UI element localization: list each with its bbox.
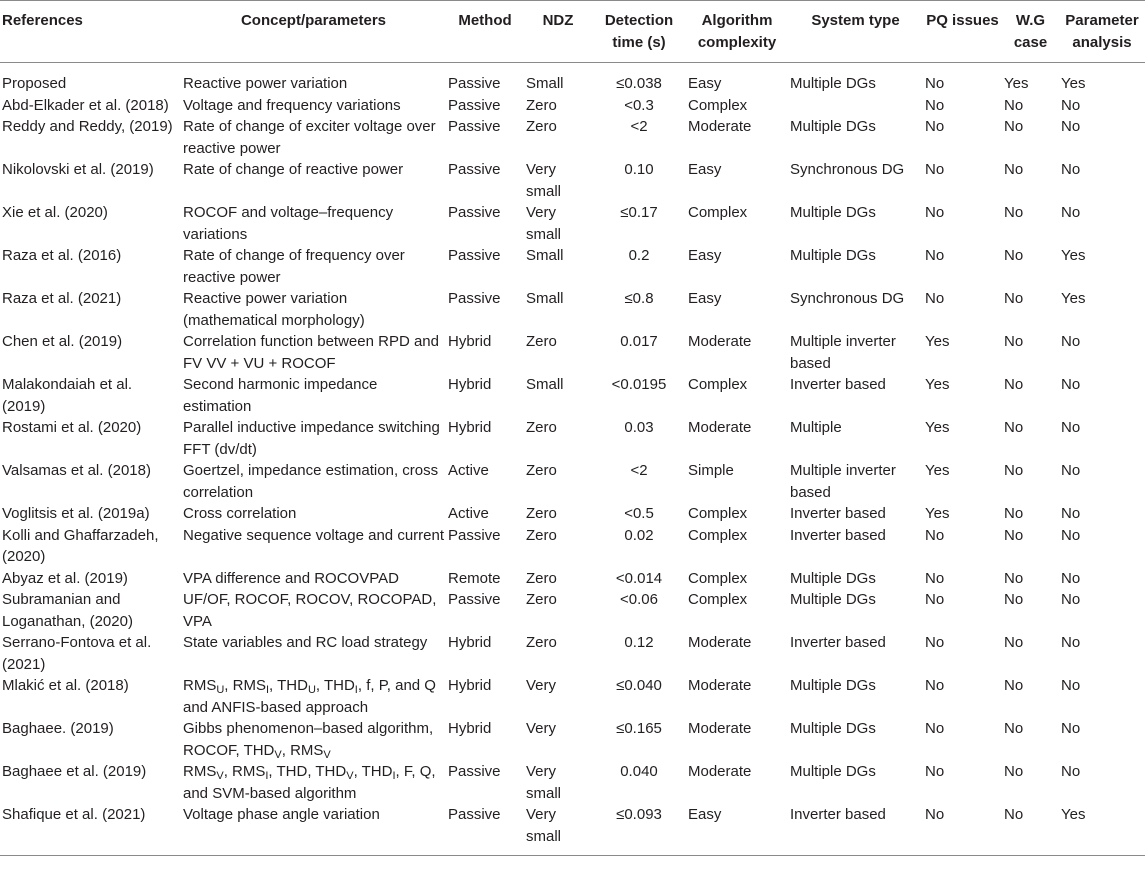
header-row [0, 1, 1145, 63]
cell-parameter-analysis: No [1061, 376, 1081, 393]
cell-pq-issues: No [925, 290, 945, 307]
cell-concept: $RMS_U$, $RMS_I$, $THD_U$, $THD_I$, f, P, and Q and ANFIS-based approach [183, 677, 436, 716]
cell-algorithm-complexity: Easy [688, 247, 722, 264]
cell-wg-case: No [1004, 376, 1024, 393]
cell-concept: Rate of change of reactive power [183, 161, 404, 178]
cell-pq-issues: Yes [925, 505, 950, 522]
cell-method: Passive [448, 118, 501, 135]
cell-pq-issues: No [923, 804, 1002, 856]
cell-parameter-analysis: No [1061, 763, 1081, 780]
cell-algorithm-complexity: Complex [688, 569, 748, 587]
cell-reference: Proposed [2, 75, 67, 92]
cell-detection-time: 0.040 [620, 763, 658, 780]
cell-detection-time: <0.5 [624, 505, 654, 522]
cell-method: Passive [446, 804, 524, 856]
table-row [0, 525, 1145, 568]
subscript-text: V [346, 770, 354, 782]
cell-method: Passive [448, 526, 501, 544]
cell-reference: Malakondaiah et al. (2019) [2, 376, 133, 415]
cell-concept: State variables and RC load strategy [183, 634, 428, 651]
table-row [0, 159, 1145, 202]
cell-algorithm-complexity: Easy [688, 161, 722, 178]
table-row [0, 460, 1145, 503]
header-detection-time: Detection time (s) [592, 1, 686, 63]
cell-detection-time: <0.014 [615, 569, 663, 587]
table-row [0, 116, 1145, 159]
cell-algorithm-complexity: Complex [688, 96, 748, 114]
cell-method: Hybrid [448, 634, 492, 651]
cell-ndz: Zero [526, 96, 557, 114]
cell-system-type [788, 95, 923, 117]
cell-method: Hybrid [448, 376, 492, 393]
cell-algorithm-complexity: Complex [688, 505, 748, 522]
cell-pq-issues: No [925, 677, 945, 694]
cell-concept: Cross correlation [183, 505, 297, 522]
cell-system-type: Multiple DGs [790, 569, 876, 587]
cell-parameter-analysis: No [1061, 333, 1081, 350]
header-references: References [0, 1, 181, 63]
subscript-text: V [323, 748, 331, 761]
cell-detection-time: ≤0.17 [620, 204, 658, 221]
cell-reference: Raza et al. (2016) [2, 247, 122, 264]
table-row [0, 417, 1145, 460]
cell-concept: $RMS_V$, $RMS_I$, THD, $THD_V$, $THD_I$, F, Q, and SVM-based algorithm [183, 763, 436, 802]
cell-wg-case: No [1004, 96, 1024, 114]
cell-method: Remote [448, 569, 501, 587]
cell-method: Passive [448, 161, 501, 178]
cell-wg-case: No [1004, 290, 1024, 307]
cell-algorithm-complexity: Complex [688, 526, 748, 544]
table-row [0, 202, 1145, 245]
cell-wg-case: No [1004, 720, 1024, 737]
cell-reference: Shafique et al. (2021) [0, 804, 181, 856]
cell-concept: VPA difference and ROCOVPAD [183, 569, 399, 587]
cell-system-type: Synchronous DG [790, 290, 905, 307]
cell-concept: Negative sequence voltage and current [183, 526, 445, 544]
cell-detection-time: <0.0195 [611, 376, 667, 393]
cell-concept: Voltage and frequency variations [183, 96, 401, 114]
cell-system-type: Multiple DGs [790, 591, 876, 608]
cell-concept: Reactive power variation [183, 75, 348, 92]
cell-concept: Rate of change of exciter voltage over reactive power [183, 118, 436, 157]
cell-method: Passive [448, 96, 501, 114]
table-row [0, 95, 1145, 117]
subscript-text: U [216, 684, 225, 696]
cell-detection-time: 0.03 [624, 419, 654, 436]
cell-reference: Mlakić et al. (2018) [2, 677, 129, 694]
cell-reference: Abd-Elkader et al. (2018) [2, 96, 169, 114]
table-row [0, 331, 1145, 374]
cell-reference: Reddy and Reddy, (2019) [2, 118, 173, 135]
cell-ndz: Zero [526, 419, 557, 436]
cell-wg-case: No [1004, 247, 1024, 264]
cell-system-type: Inverter based [790, 526, 886, 544]
cell-parameter-analysis: No [1061, 677, 1081, 694]
cell-system-type: Multiple inverter based [790, 333, 896, 372]
cell-system-type: Multiple DGs [790, 118, 876, 135]
cell-detection-time: ≤0.040 [616, 677, 662, 694]
cell-reference: Valsamas et al. (2018) [2, 462, 151, 479]
subscript-text: I [354, 684, 358, 696]
cell-system-type: Synchronous DG [790, 161, 905, 178]
cell-system-type: Multiple [790, 419, 842, 436]
cell-concept: Reactive power variation (mathematical morphology) [183, 290, 365, 329]
cell-parameter-analysis: No [1061, 161, 1081, 178]
table-row [0, 804, 1145, 856]
cell-system-type: Multiple inverter based [790, 462, 896, 501]
cell-system-type: Multiple DGs [790, 677, 876, 694]
cell-pq-issues: No [925, 720, 945, 737]
table-row [0, 288, 1145, 331]
cell-concept: Correlation function between RPD and FV VV + VU + ROCOF [183, 333, 439, 372]
cell-pq-issues: No [925, 634, 945, 651]
cell-wg-case: No [1004, 763, 1024, 780]
cell-wg-case: No [1004, 526, 1024, 544]
cell-concept: Gibbs phenomenon–based algorithm, ROCOF, $THD_V$, $RMS_V$ [183, 720, 434, 761]
cell-pq-issues: No [925, 763, 945, 780]
cell-parameter-analysis: No [1061, 204, 1081, 221]
cell-wg-case: No [1004, 677, 1024, 694]
cell-algorithm-complexity: Complex [688, 591, 748, 608]
cell-reference: Abyaz et al. (2019) [2, 569, 128, 587]
table-row [0, 675, 1145, 718]
cell-wg-case: Yes [1004, 75, 1029, 92]
cell-reference: Chen et al. (2019) [2, 333, 123, 350]
cell-parameter-analysis: No [1061, 505, 1081, 522]
cell-wg-case: No [1004, 569, 1024, 587]
cell-algorithm-complexity: Moderate [688, 677, 752, 694]
cell-wg-case: No [1004, 462, 1024, 479]
header-parameter-analysis: Parameter analysis [1059, 1, 1145, 63]
cell-reference: Xie et al. (2020) [2, 204, 108, 221]
cell-pq-issues: No [925, 526, 945, 544]
subscript-text: V [274, 748, 282, 761]
cell-ndz: Zero [526, 333, 557, 350]
cell-detection-time: 0.2 [628, 247, 650, 264]
cell-pq-issues: No [925, 118, 945, 135]
cell-wg-case: No [1004, 419, 1024, 436]
cell-method: Hybrid [448, 677, 492, 694]
subscript-text: I [392, 770, 396, 782]
cell-detection-time: 0.10 [624, 161, 654, 178]
cell-detection-time: <0.06 [620, 591, 658, 608]
cell-method: Hybrid [448, 419, 492, 436]
cell-system-type: Multiple DGs [790, 763, 876, 780]
cell-parameter-analysis: No [1061, 526, 1081, 544]
cell-pq-issues: No [925, 96, 945, 114]
cell-detection-time: <0.3 [624, 96, 654, 114]
table-row [0, 761, 1145, 804]
cell-pq-issues: Yes [925, 333, 950, 350]
cell-detection-time: 0.017 [620, 333, 658, 350]
cell-system-type: Inverter based [788, 804, 923, 856]
table-row [0, 63, 1145, 95]
cell-ndz: Small [526, 75, 564, 92]
cell-concept: Voltage phase angle variation [181, 804, 446, 856]
cell-reference: Raza et al. (2021) [2, 290, 122, 307]
cell-algorithm-complexity: Moderate [688, 763, 752, 780]
cell-pq-issues: Yes [925, 419, 950, 436]
subscript-text: I [265, 770, 269, 782]
table-row [0, 568, 1145, 590]
table-row [0, 374, 1145, 417]
cell-reference: Kolli and Ghaffarzadeh, (2020) [2, 526, 159, 565]
cell-system-type: Inverter based [790, 376, 886, 393]
table-row [0, 245, 1145, 288]
cell-algorithm-complexity: Moderate [688, 333, 752, 350]
cell-wg-case: No [1002, 804, 1059, 856]
cell-method: Passive [448, 204, 501, 221]
cell-parameter-analysis: No [1061, 591, 1081, 608]
cell-ndz: Zero [526, 462, 557, 479]
cell-detection-time: ≤0.165 [616, 720, 662, 737]
cell-reference: Nikolovski et al. (2019) [2, 161, 154, 178]
subscript-text: V [216, 770, 224, 782]
cell-concept: Second harmonic impedance estimation [183, 376, 378, 415]
table-row [0, 718, 1145, 761]
cell-method: Passive [448, 247, 501, 264]
cell-system-type: Multiple DGs [790, 75, 876, 92]
cell-system-type: Inverter based [790, 505, 886, 522]
cell-parameter-analysis: Yes [1059, 804, 1145, 856]
cell-reference: Serrano-Fontova et al. (2021) [2, 634, 152, 673]
cell-reference: Subramanian and Loganathan, (2020) [2, 591, 133, 630]
cell-ndz: Zero [526, 591, 557, 608]
cell-pq-issues: Yes [925, 376, 950, 393]
cell-algorithm-complexity: Easy [688, 290, 722, 307]
cell-method: Passive [448, 290, 501, 307]
cell-ndz: Very [526, 720, 557, 737]
cell-parameter-analysis: No [1061, 96, 1081, 114]
cell-ndz: Very [526, 677, 557, 694]
cell-method: Hybrid [448, 720, 492, 737]
table-row [0, 589, 1145, 632]
cell-algorithm-complexity: Moderate [688, 118, 752, 135]
cell-wg-case: No [1004, 505, 1024, 522]
cell-wg-case: No [1004, 333, 1024, 350]
cell-method: Active [448, 462, 489, 479]
cell-ndz: Very small [526, 763, 562, 802]
cell-wg-case: No [1004, 204, 1024, 221]
cell-parameter-analysis: No [1061, 720, 1081, 737]
cell-algorithm-complexity: Moderate [688, 634, 752, 651]
cell-detection-time: ≤0.093 [592, 804, 686, 856]
cell-parameter-analysis: Yes [1061, 290, 1086, 307]
cell-concept: Parallel inductive impedance switching FFT (dv/dt) [183, 419, 440, 458]
cell-algorithm-complexity: Easy [688, 75, 722, 92]
cell-parameter-analysis: No [1061, 569, 1081, 587]
cell-wg-case: No [1004, 634, 1024, 651]
cell-method: Hybrid [448, 333, 492, 350]
header-ndz: NDZ [524, 1, 592, 63]
cell-reference: Rostami et al. (2020) [2, 419, 142, 436]
cell-algorithm-complexity: Moderate [688, 419, 752, 436]
cell-concept: ROCOF and voltage–frequency variations [183, 204, 394, 243]
cell-concept: Goertzel, impedance estimation, cross correlation [183, 462, 439, 501]
cell-pq-issues: No [925, 247, 945, 264]
cell-algorithm-complexity: Complex [688, 376, 748, 393]
header-algorithm-complexity: Algorithm complexity [686, 1, 788, 63]
cell-ndz: Zero [526, 118, 557, 135]
cell-detection-time: <2 [630, 462, 648, 479]
table-row [0, 632, 1145, 675]
table-body [0, 63, 1145, 856]
cell-pq-issues: No [925, 204, 945, 221]
cell-parameter-analysis: Yes [1061, 75, 1086, 92]
cell-ndz: Very small [524, 804, 592, 856]
cell-detection-time: <2 [630, 118, 648, 135]
cell-reference: Baghaee. (2019) [2, 720, 114, 737]
cell-pq-issues: No [925, 161, 945, 178]
cell-system-type: Multiple DGs [790, 204, 876, 221]
cell-ndz: Zero [526, 569, 557, 587]
cell-pq-issues: No [925, 75, 945, 92]
cell-ndz: Very small [526, 161, 562, 200]
cell-wg-case: No [1004, 591, 1024, 608]
header-method: Method [446, 1, 524, 63]
subscript-text: U [307, 684, 316, 696]
cell-method: Active [448, 505, 489, 522]
cell-parameter-analysis: No [1061, 462, 1081, 479]
cell-detection-time: 0.02 [624, 526, 654, 544]
cell-ndz: Zero [526, 634, 557, 651]
cell-algorithm-complexity: Easy [686, 804, 788, 856]
cell-reference: Baghaee et al. (2019) [2, 763, 147, 780]
header-pq-issues: PQ issues [923, 1, 1002, 63]
cell-concept: UF/OF, ROCOF, ROCOV, ROCOPAD, VPA [183, 591, 437, 630]
cell-pq-issues: No [925, 591, 945, 608]
cell-method: Passive [448, 763, 501, 780]
subscript-text: I [265, 684, 270, 696]
cell-ndz: Zero [526, 526, 557, 544]
cell-algorithm-complexity: Moderate [688, 720, 752, 737]
cell-parameter-analysis: No [1061, 634, 1081, 651]
cell-ndz: Small [526, 290, 564, 307]
cell-algorithm-complexity: Complex [688, 204, 748, 221]
cell-wg-case: No [1004, 161, 1024, 178]
cell-parameter-analysis: No [1061, 419, 1081, 436]
cell-algorithm-complexity: Simple [688, 462, 734, 479]
table-row [0, 503, 1145, 525]
cell-detection-time: 0.12 [624, 634, 654, 651]
cell-parameter-analysis: Yes [1061, 247, 1086, 264]
cell-pq-issues: No [925, 569, 945, 587]
cell-pq-issues: Yes [925, 462, 950, 479]
cell-ndz: Very small [526, 204, 562, 243]
cell-detection-time: ≤0.038 [616, 75, 662, 92]
cell-method: Passive [448, 591, 501, 608]
cell-system-type: Multiple DGs [790, 247, 876, 264]
cell-system-type: Inverter based [790, 634, 886, 651]
cell-method: Passive [448, 75, 501, 92]
cell-parameter-analysis: No [1061, 118, 1081, 135]
cell-ndz: Small [526, 376, 564, 393]
header-system-type: System type [788, 1, 923, 63]
cell-concept: Rate of change of frequency over reactive power [183, 247, 405, 286]
cell-ndz: Zero [526, 505, 557, 522]
cell-ndz: Small [526, 247, 564, 264]
header-concept: Concept/parameters [181, 1, 446, 63]
cell-wg-case: No [1004, 118, 1024, 135]
header-wg-case: W.G case [1002, 1, 1059, 63]
cell-detection-time: ≤0.8 [624, 290, 654, 307]
cell-system-type: Multiple DGs [790, 720, 876, 737]
cell-reference: Voglitsis et al. (2019a) [2, 505, 150, 522]
